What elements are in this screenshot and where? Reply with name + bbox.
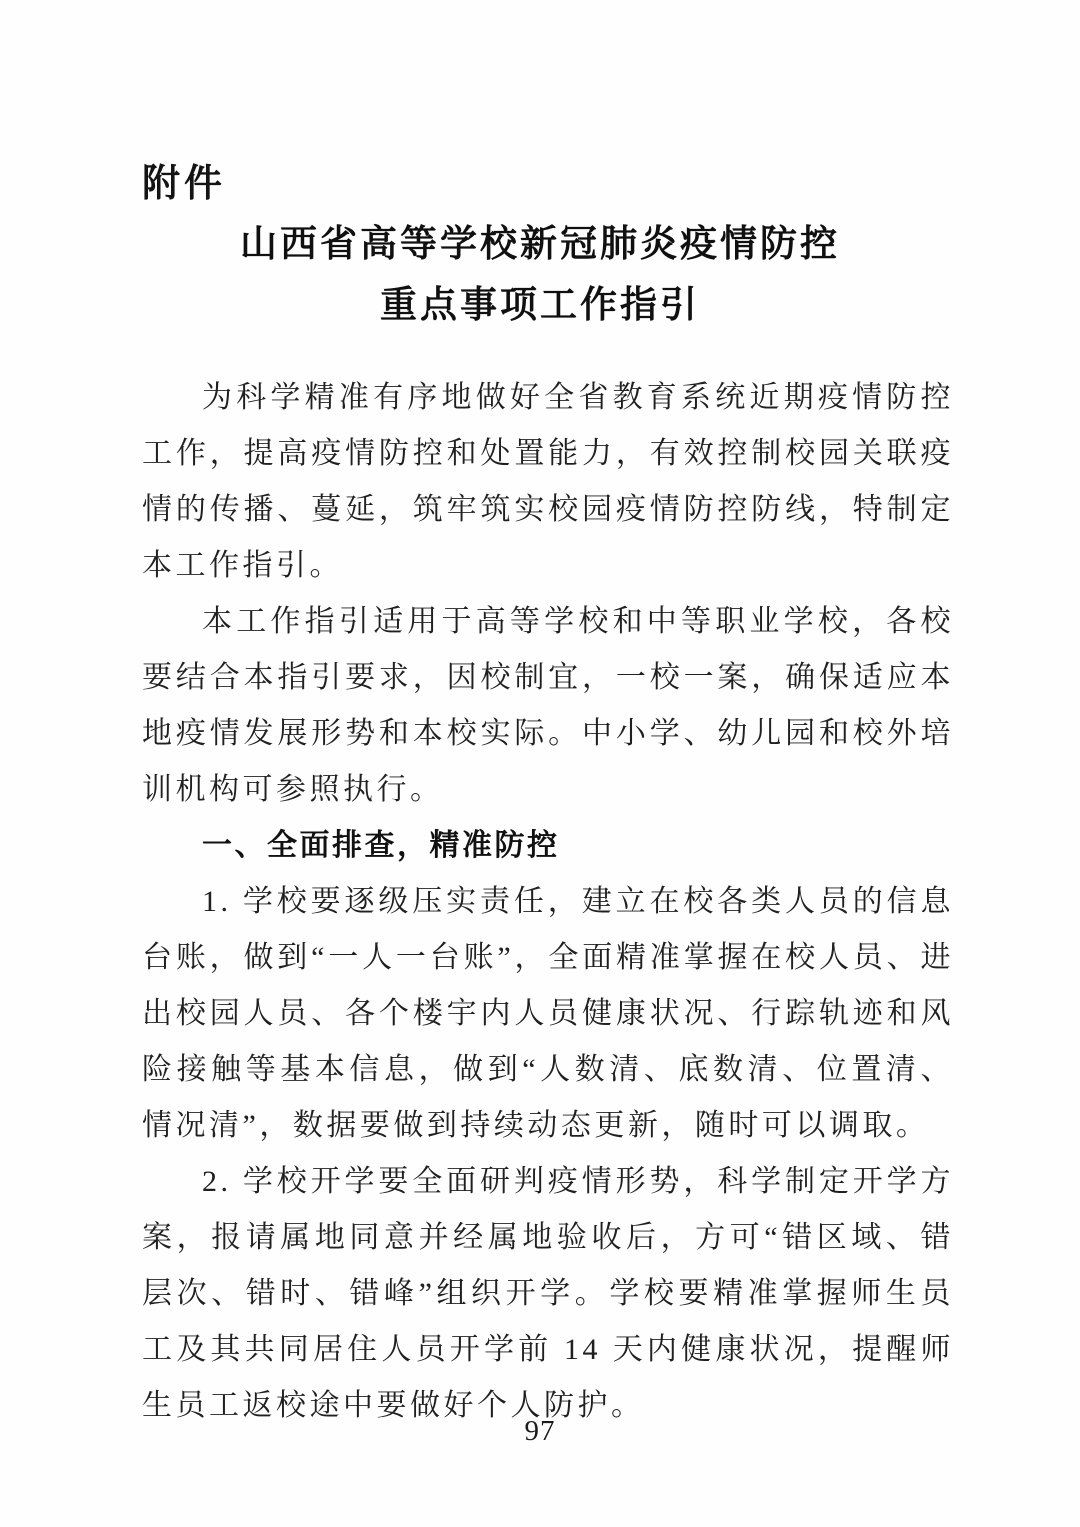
- document-body: [142, 370, 954, 1434]
- document-title-line-2: 重点事项工作指引: [380, 285, 700, 326]
- paragraph-scope: 本工作指引适用于高等学校和中等职业学校，各校要结合本指引要求，因校制宜，一校一案，确保适应本地疫情发展形势和本校实际。中小学、幼儿园和校外培训机构可参照执行。: [142, 605, 954, 806]
- attachment-label: 附件: [142, 163, 227, 205]
- document-title-line-1: 山西省高等学校新冠肺炎疫情防控: [240, 224, 840, 265]
- page-number: 97: [524, 1415, 556, 1447]
- document-title: [0, 214, 1080, 336]
- paragraph-item-2: 2. 学校开学要全面研判疫情形势，科学制定开学方案，报请属地同意并经属地验收后，方可“错区域、错层次、错时、错峰”组织开学。学校要精准掌握师生员工及其共同居住人员开学前 14 天内健康状况，提醒师生员工返校途中要做好个人防护。: [142, 1165, 954, 1422]
- paragraph-item-1: 1. 学校要逐级压实责任，建立在校各类人员的信息台账，做到“一人一台账”，全面精准掌握在校人员、进出校园人员、各个楼宇内人员健康状况、行踪轨迹和风险接触等基本信息，做到“人数清、底数清、位置清、情况清”，数据要做到持续动态更新，随时可以调取。: [142, 885, 954, 1142]
- paragraph-intro: 为科学精准有序地做好全省教育系统近期疫情防控工作，提高疫情防控和处置能力，有效控制校园关联疫情的传播、蔓延，筑牢筑实校园疫情防控防线，特制定本工作指引。: [142, 381, 954, 582]
- section-heading-1: 一、全面排查，精准防控: [202, 829, 560, 862]
